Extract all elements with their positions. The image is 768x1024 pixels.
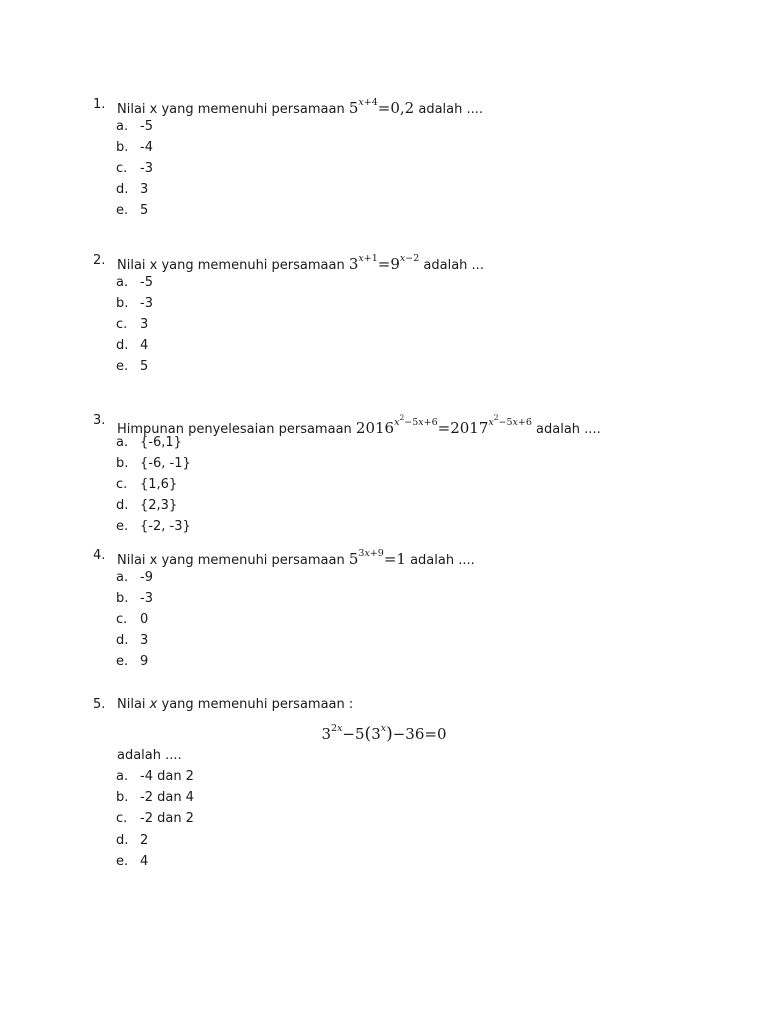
question-prompt: Nilai x yang memenuhi persamaan: [117, 553, 349, 568]
option-letter: e.: [116, 519, 129, 534]
question-number: 4.: [93, 548, 106, 563]
option-text: -3: [140, 591, 153, 606]
option-text: -4 dan 2: [140, 769, 194, 784]
question-suffix: adalah ...: [419, 258, 484, 273]
option-letter: c.: [116, 811, 128, 826]
question-text: [117, 413, 601, 438]
option-text: {2,3}: [140, 498, 178, 513]
question-suffix: adalah ....: [531, 422, 601, 438]
option-letter: c.: [116, 317, 128, 332]
option-text: 5: [140, 203, 149, 218]
option-letter: a.: [116, 435, 129, 450]
option-text: 9: [140, 654, 149, 669]
equation: $2016^{x^2-5x+6}=2017^{x^2-5x+6}$: [355, 413, 532, 438]
option-letter: b.: [116, 296, 129, 311]
option-letter: a.: [116, 119, 129, 134]
option-text: -5: [140, 119, 153, 134]
option-text: -9: [140, 570, 153, 585]
option-letter: a.: [116, 570, 129, 585]
option-text: {-6,1}: [140, 435, 182, 450]
question-variable: x: [149, 697, 158, 712]
option-letter: a.: [116, 769, 129, 784]
question-suffix: adalah ....: [405, 553, 475, 568]
option-letter: d.: [116, 182, 129, 197]
option-text: -5: [140, 275, 153, 290]
question-text: [117, 697, 353, 713]
option-text: {1,6}: [140, 477, 178, 492]
option-letter: c.: [116, 161, 128, 176]
question-text: [117, 253, 484, 274]
option-letter: d.: [116, 633, 129, 648]
question-text: [117, 548, 475, 569]
equation: $3^{x+1}=9^{x-2}$: [348, 253, 420, 273]
question-number: 3.: [93, 413, 106, 428]
option-text: {-2, -3}: [140, 519, 191, 534]
question-prompt: Nilai x yang memenuhi persamaan: [117, 102, 349, 117]
equation: $5^{x+4}=0,2$: [348, 97, 415, 117]
question-prompt-end: yang memenuhi persamaan :: [157, 697, 354, 712]
option-letter: a.: [116, 275, 129, 290]
option-letter: d.: [116, 833, 129, 848]
question-number: 5.: [93, 697, 106, 712]
option-text: -2 dan 4: [140, 790, 194, 805]
option-text: 3: [140, 317, 149, 332]
option-letter: b.: [116, 456, 129, 471]
option-text: -2 dan 2: [140, 811, 194, 826]
option-text: 0: [140, 612, 149, 627]
option-text: -3: [140, 296, 153, 311]
question-suffix: adalah ....: [117, 748, 182, 763]
option-letter: e.: [116, 654, 129, 669]
question-prompt: Nilai x yang memenuhi persamaan: [117, 258, 349, 273]
option-text: 4: [140, 854, 149, 869]
equation: $5^{3x+9}=1$: [348, 548, 406, 568]
option-text: -3: [140, 161, 153, 176]
option-letter: c.: [116, 477, 128, 492]
option-letter: b.: [116, 591, 129, 606]
option-letter: d.: [116, 498, 129, 513]
question-number: 2.: [93, 253, 106, 268]
question-text: [117, 97, 483, 118]
option-text: -4: [140, 140, 153, 155]
option-letter: b.: [116, 140, 129, 155]
question-prompt: Himpunan penyelesaian persamaan: [117, 422, 356, 438]
option-text: 4: [140, 338, 149, 353]
option-text: 3: [140, 633, 149, 648]
option-letter: e.: [116, 854, 129, 869]
option-text: 3: [140, 182, 149, 197]
option-letter: e.: [116, 203, 129, 218]
question-suffix: adalah ....: [414, 102, 484, 117]
option-letter: c.: [116, 612, 128, 627]
option-text: {-6, -1}: [140, 456, 191, 471]
option-text: 5: [140, 359, 149, 374]
option-letter: b.: [116, 790, 129, 805]
equation: $3^{2x}-5(3^x)-36=0$: [321, 723, 447, 744]
option-letter: e.: [116, 359, 129, 374]
option-text: 2: [140, 833, 149, 848]
question-prompt: Nilai: [117, 697, 150, 712]
option-letter: d.: [116, 338, 129, 353]
question-number: 1.: [93, 97, 106, 112]
